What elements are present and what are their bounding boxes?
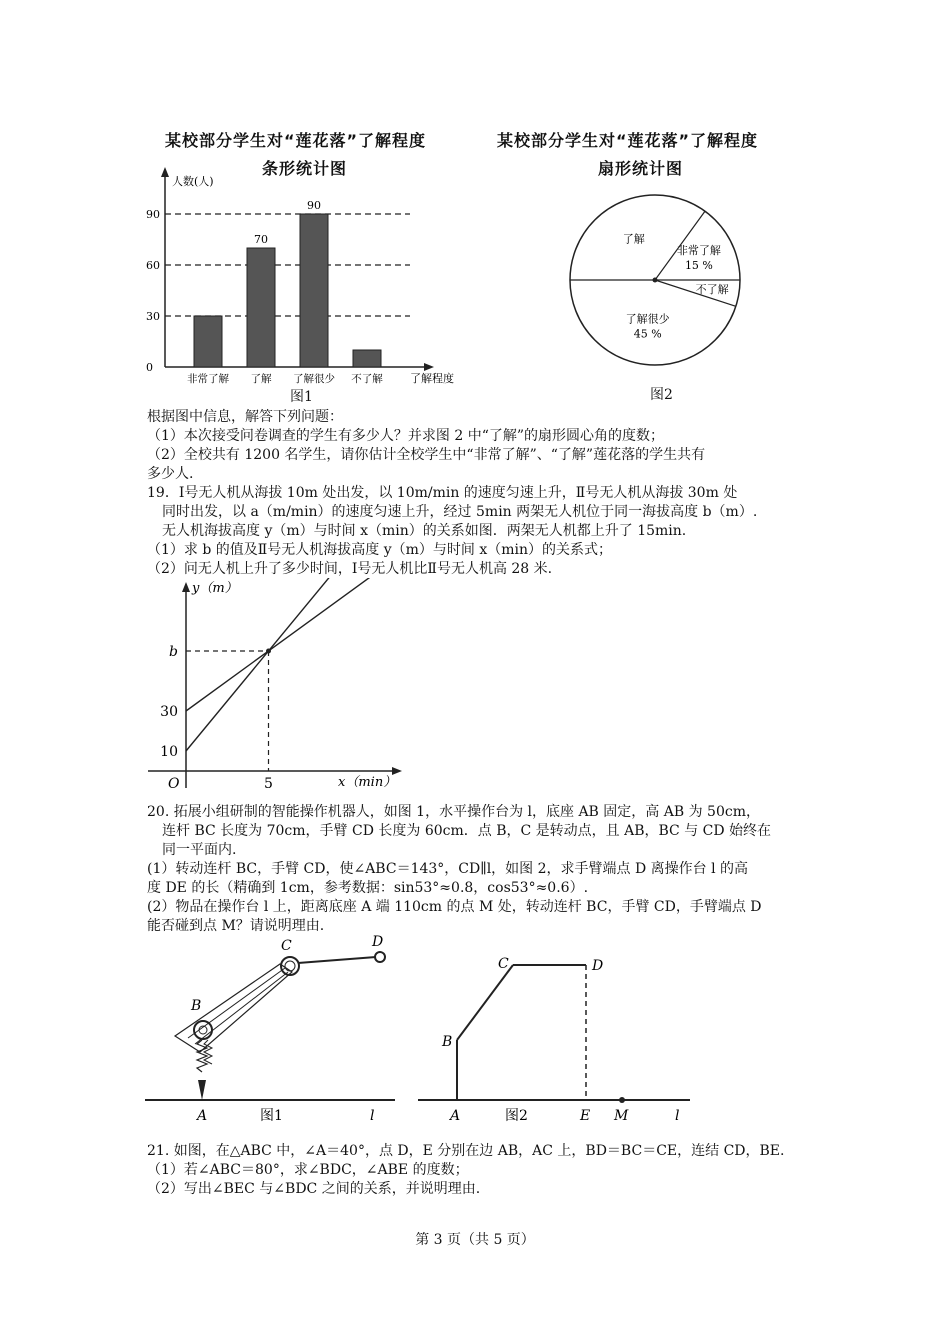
q19-part2: （2）问无人机上升了多少时间，Ⅰ号无人机比Ⅱ号无人机高 28 米. xyxy=(147,561,553,577)
bar-ytick-label: 90 xyxy=(146,208,160,221)
line-x-label: x（min） xyxy=(338,775,397,790)
fig2-segment-bc xyxy=(457,965,513,1040)
fig2-label-m: M xyxy=(614,1108,629,1124)
bar-data-label: 90 xyxy=(307,199,321,212)
fig2-label-b: B xyxy=(442,1034,453,1050)
q20-part2-line1: (2）物品在操作台 l 上，距离底座 A 端 110cm 的点 M 处，转动连杆 BC，手臂 CD，手臂端点 D xyxy=(147,899,762,915)
q19-line2: 同时出发，以 a（m/min）的速度匀速上升，经过 5min 两架无人机位于同一海拔高度 b（m）. xyxy=(162,504,758,520)
fig1-arm-cd xyxy=(298,957,376,963)
fig1-label-a: A xyxy=(197,1108,208,1124)
q21-line1: 21. 如图，在△ABC 中，∠A＝40°，点 D，E 分别在边 AB，AC 上，BD＝BC＝CE，连结 CD，BE. xyxy=(147,1143,785,1159)
line-origin-label: O xyxy=(168,776,180,792)
q20-line3: 同一平面内. xyxy=(162,842,237,858)
bar-figure-label: 图1 xyxy=(290,389,313,405)
q18-part2-line2: 多少人. xyxy=(147,466,194,482)
bar-y-axis-arrow xyxy=(161,167,169,177)
pie-chart xyxy=(560,190,755,385)
pie-center xyxy=(653,278,658,283)
line-x-axis-arrow xyxy=(392,767,402,775)
page-footer: 第 3 页（共 5 页） xyxy=(415,1232,535,1248)
robot-figure-1 xyxy=(140,930,400,1130)
fig1-label-c: C xyxy=(281,938,292,954)
bar-3 xyxy=(353,350,381,367)
bar-1 xyxy=(247,248,275,367)
fig1-label-b: B xyxy=(191,998,202,1014)
q19-line1: 19．Ⅰ号无人机从海拔 10m 处出发，以 10m/min 的速度匀速上升，Ⅱ号无人机从海拔 30m 处 xyxy=(147,485,738,501)
q18-part2-line1: （2）全校共有 1200 名学生，请你估计全校学生中“非常了解”、“了解”莲花落的学生共有 xyxy=(147,447,706,463)
pie-slice-label: 15 % xyxy=(684,259,713,273)
bar-y-label: 人数(人) xyxy=(172,175,214,188)
fig1-base-a xyxy=(198,1080,206,1100)
fig1-point-d xyxy=(375,952,385,962)
pie-slice-label: 了解很少 xyxy=(625,312,670,326)
pie-slice-label: 不了解 xyxy=(695,283,729,297)
q18-intro: 根据图中信息，解答下列问题： xyxy=(147,409,343,425)
line-ytick-label: 10 xyxy=(160,744,178,760)
line-series-1 xyxy=(186,578,371,711)
pie-slice-label: 了解 xyxy=(622,232,645,246)
line-chart xyxy=(140,578,410,800)
line-y-axis-arrow xyxy=(182,582,190,592)
q19-part1: （1）求 b 的值及Ⅱ号无人机海拔高度 y（m）与时间 x（min）的关系式； xyxy=(147,542,613,558)
line-intersection-point xyxy=(266,649,271,654)
line-ytick-label: 30 xyxy=(160,704,178,720)
fig2-point-m xyxy=(619,1097,625,1103)
bar-category-label: 不了解 xyxy=(351,373,383,385)
fig2-label-d: D xyxy=(592,958,604,974)
bar-chart-title-1: 某校部分学生对“莲花落”了解程度 xyxy=(165,131,427,150)
fig2-label-a: A xyxy=(450,1108,461,1124)
pie-slice-label: 非常了解 xyxy=(676,244,721,258)
pie-chart-title-2: 扇形统计图 xyxy=(598,159,684,178)
robot-figure-2 xyxy=(410,940,700,1130)
pie-figure-label: 图2 xyxy=(650,387,673,403)
q19-line3: 无人机海拔高度 y（m）与时间 x（min）的关系如图．两架无人机都上升了 15min. xyxy=(162,523,687,539)
line-y-label: y（m） xyxy=(192,581,238,596)
bar-ytick-label: 30 xyxy=(146,310,160,323)
bar-ytick-label: 60 xyxy=(146,259,160,272)
bar-x-label: 了解程度 xyxy=(410,372,454,385)
fig2-label-e: E xyxy=(580,1108,591,1124)
bar-0 xyxy=(194,316,222,367)
q21-part1: （1）若∠ABC＝80°，求∠BDC，∠ABE 的度数； xyxy=(147,1162,469,1178)
line-series-0 xyxy=(186,578,354,751)
q21-part2: （2）写出∠BEC 与∠BDC 之间的关系，并说明理由. xyxy=(147,1181,481,1197)
q20-part2-line2: 能否碰到点 M？请说明理由. xyxy=(147,918,325,934)
bar-ytick-label: 0 xyxy=(146,361,153,374)
bar-x-axis-arrow xyxy=(424,363,434,371)
fig2-label-l: l xyxy=(675,1108,680,1124)
bar-category-label: 了解很少 xyxy=(293,373,335,385)
line-ytick-label: b xyxy=(169,644,178,660)
line-xtick-label: 5 xyxy=(264,776,273,792)
pie-chart-title-1: 某校部分学生对“莲花落”了解程度 xyxy=(497,131,759,150)
fig1-caption: 图1 xyxy=(260,1108,283,1124)
fig1-label-l: l xyxy=(370,1108,375,1124)
bar-chart-title-2: 条形统计图 xyxy=(262,159,348,178)
fig2-caption: 图2 xyxy=(505,1108,528,1124)
q18-part1: （1）本次接受问卷调查的学生有多少人？并求图 2 中“了解”的扇形圆心角的度数； xyxy=(147,428,665,444)
bar-data-label: 70 xyxy=(254,233,268,246)
bar-category-label: 非常了解 xyxy=(187,373,229,385)
q20-part1-line2: 度 DE 的长（精确到 1cm，参考数据：sin53°≈0.8，cos53°≈0.6）. xyxy=(147,880,589,896)
bar-chart xyxy=(140,165,475,405)
q20-line1: 20. 拓展小组研制的智能操作机器人，如图 1，水平操作台为 l，底座 AB 固定，高 AB 为 50cm， xyxy=(147,804,760,820)
fig2-label-c: C xyxy=(498,956,509,972)
q20-part1-line1: (1）转动连杆 BC，手臂 CD，使∠ABC＝143°，CD∥l，如图 2，求手臂端点 D 离操作台 l 的高 xyxy=(147,861,749,877)
fig1-joint-b xyxy=(194,1021,212,1039)
bar-category-label: 了解 xyxy=(250,373,272,385)
fig1-label-d: D xyxy=(372,934,384,950)
pie-slice-label: 45 % xyxy=(633,327,662,341)
q20-line2: 连杆 BC 长度为 70cm，手臂 CD 长度为 60cm．点 B，C 是转动点，且 AB，BC 与 CD 始终在 xyxy=(162,823,772,839)
bar-2 xyxy=(300,214,328,367)
